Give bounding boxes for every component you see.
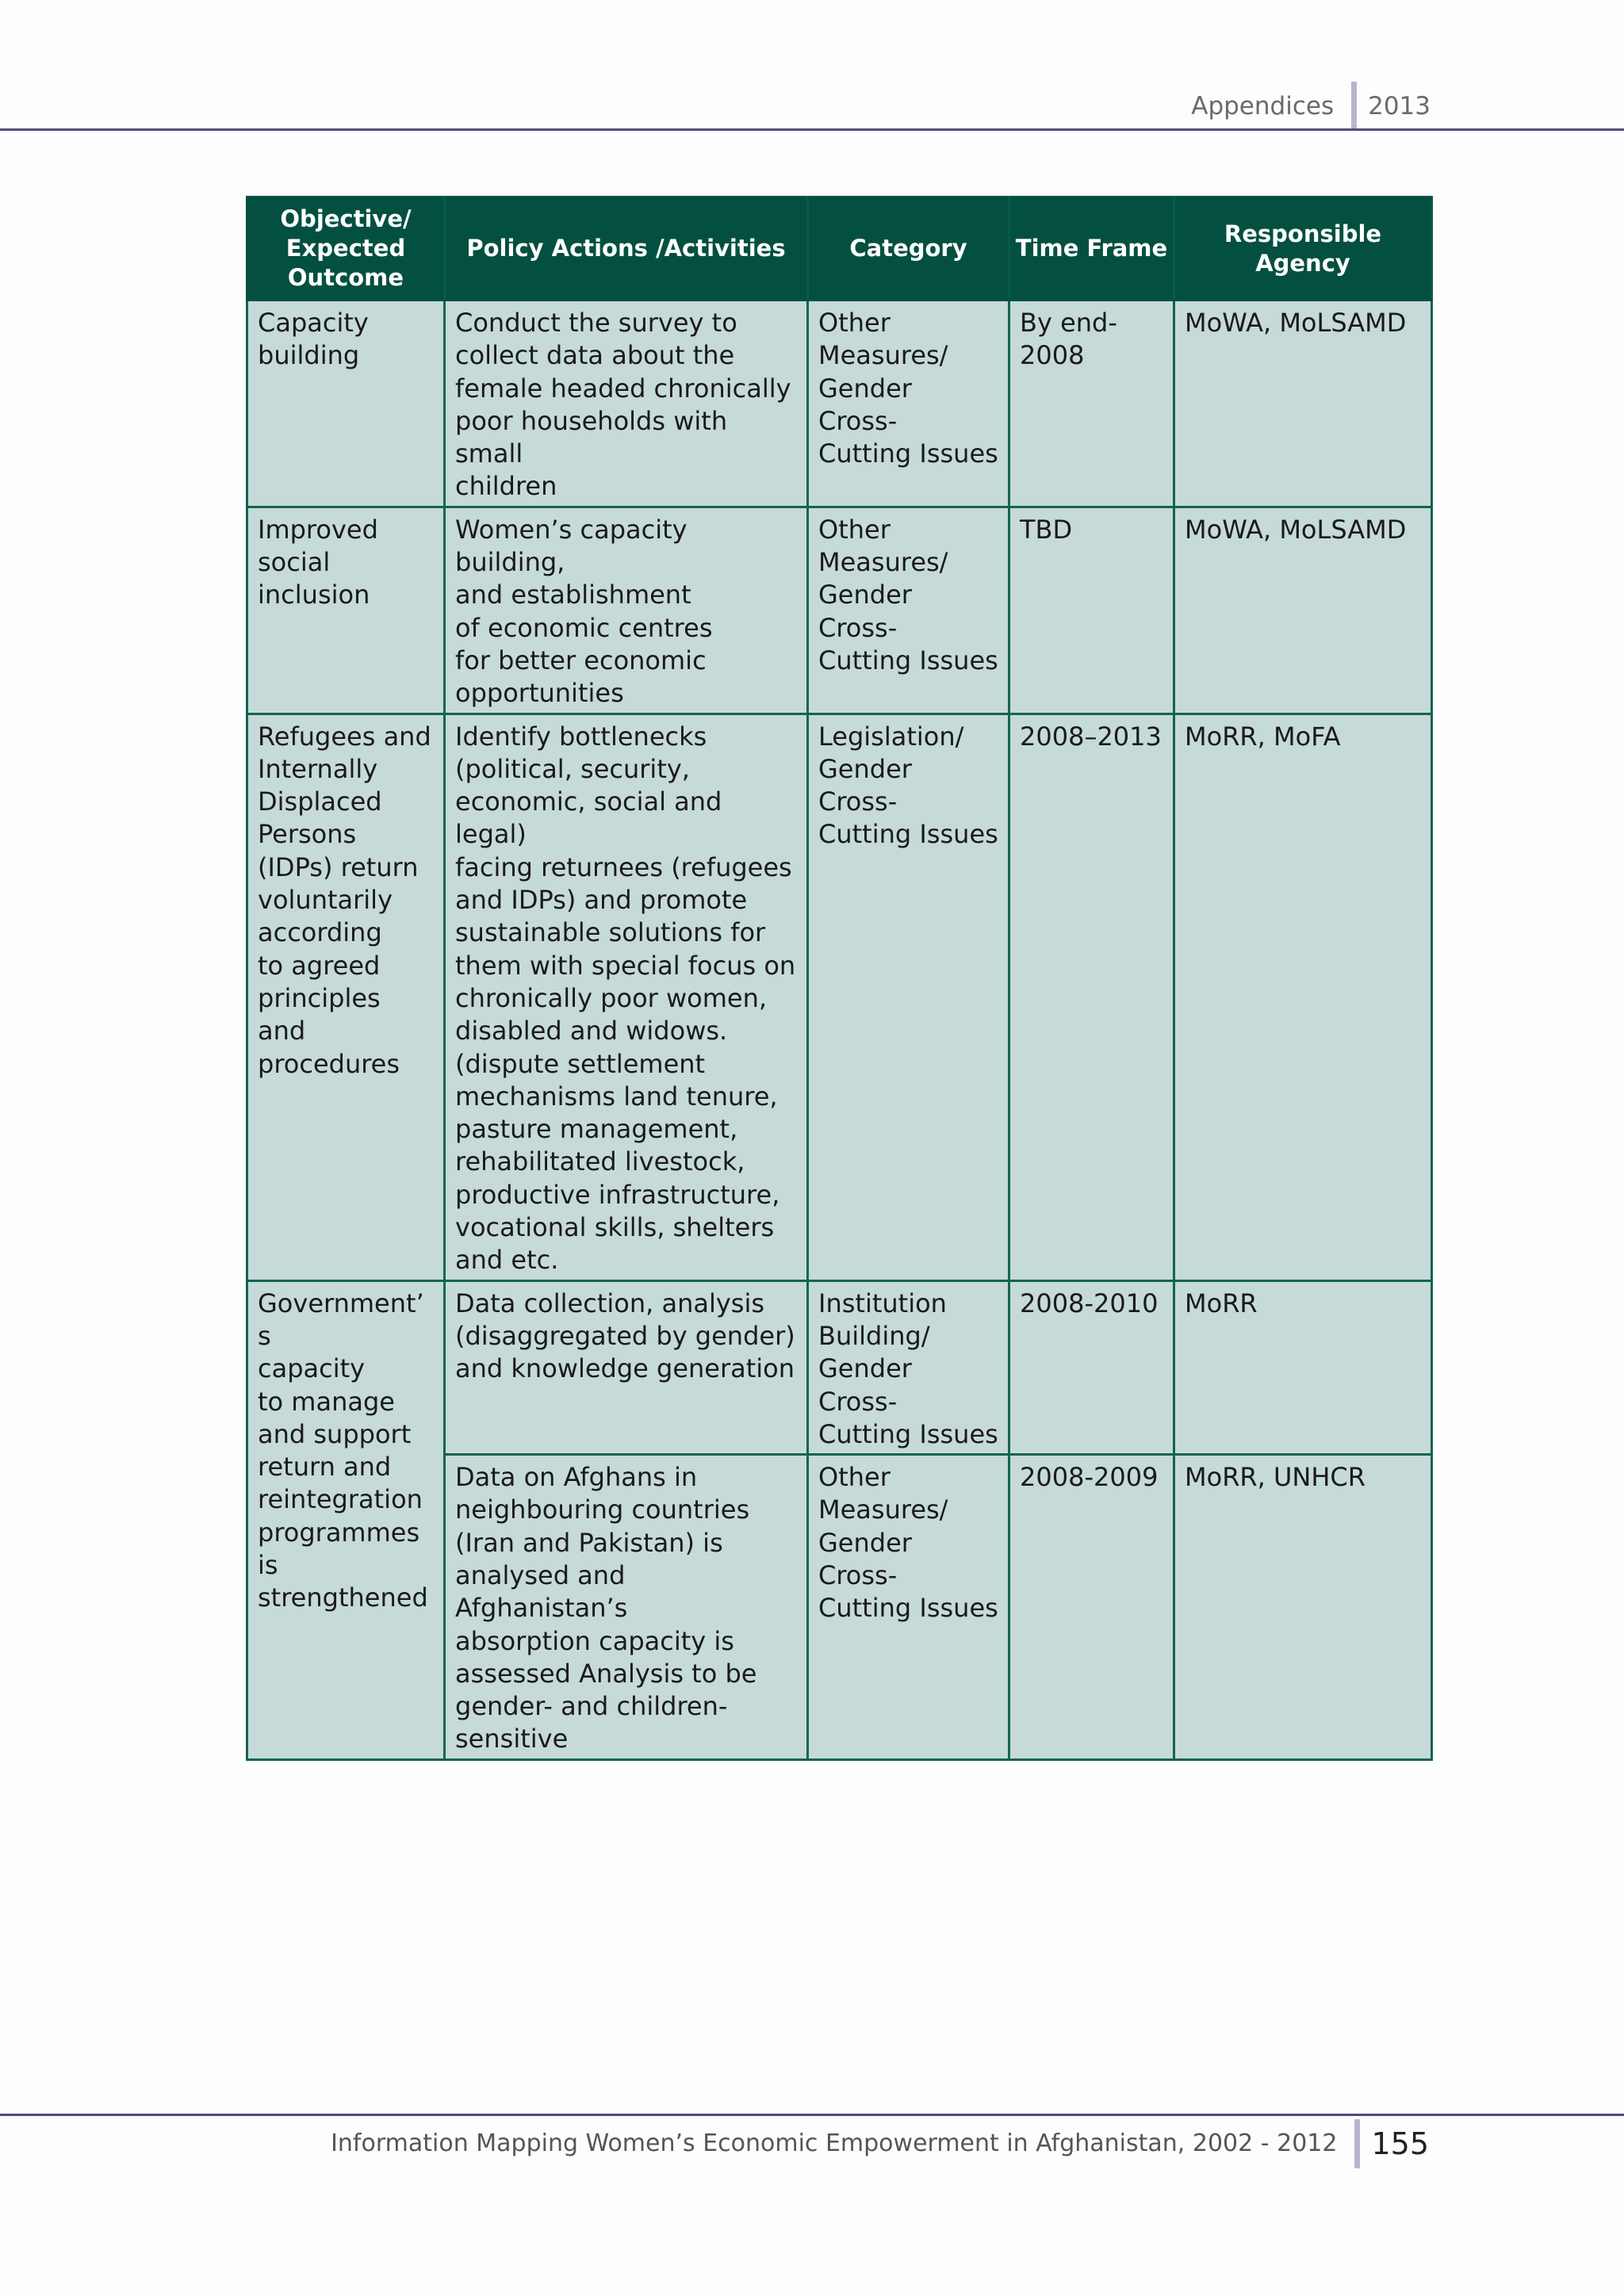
cell-time-frame: TBD: [1009, 507, 1174, 714]
cell-responsible-agency: MoRR, MoFA: [1174, 714, 1432, 1280]
footer-rule: [0, 2114, 1624, 2116]
table-row: [247, 714, 1432, 1280]
cell-objective: Government’s capacity to manage and support return and reintegration programmes is strengthened: [247, 1280, 445, 1759]
policy-actions-table: [246, 196, 1433, 1761]
table-header-row: [247, 197, 1432, 300]
cell-policy-action: Data on Afghans in neighbouring countries (Iran and Pakistan) is analysed and Afghanistan’s absorption capacity is assessed Analysis to be gender- and children- sensitive: [445, 1455, 808, 1760]
cell-time-frame: 2008-2010: [1009, 1280, 1174, 1454]
cell-objective: Improved social inclusion: [247, 507, 445, 714]
column-header-responsible-agency: Responsible Agency: [1174, 197, 1432, 300]
cell-time-frame: 2008-2009: [1009, 1455, 1174, 1760]
cell-policy-action: Women’s capacity building, and establishment of economic centres for better economic opportunities: [445, 507, 808, 714]
header-year: 2013: [1368, 91, 1431, 121]
cell-responsible-agency: MoRR: [1174, 1280, 1432, 1454]
cell-category: Other Measures/ Gender Cross- Cutting Issues: [808, 1455, 1009, 1760]
cell-category: Other Measures/ Gender Cross- Cutting Issues: [808, 507, 1009, 714]
page-number: 155: [1371, 2126, 1429, 2161]
table-row: [247, 1280, 1432, 1454]
cell-time-frame: 2008–2013: [1009, 714, 1174, 1280]
cell-objective: Refugees and Internally Displaced Persons (IDPs) return voluntarily according to agreed principles and procedures: [247, 714, 445, 1280]
table-row: [247, 300, 1432, 507]
cell-responsible-agency: MoRR, UNHCR: [1174, 1455, 1432, 1760]
column-header-time-frame: Time Frame: [1009, 197, 1174, 300]
header-divider-bar: [1351, 82, 1357, 131]
cell-policy-action: Conduct the survey to collect data about the female headed chronically poor households with small children: [445, 300, 808, 507]
cell-policy-action: Identify bottlenecks (political, security, economic, social and legal) facing returnees (refugees and IDPs) and promote sustainable solutions for them with special focus on chronically poor women, disabled and widows. (dispute settlement mechanisms land tenure, pasture management, rehabilitated livestock, productive infrastructure, vocational skills, shelters and etc.: [445, 714, 808, 1280]
running-footer: [331, 2118, 1429, 2169]
policy-actions-table-container: [246, 196, 1431, 1761]
running-header: [1191, 79, 1431, 133]
header-section-label: Appendices: [1191, 91, 1335, 121]
column-header-policy-actions: Policy Actions /Activities: [445, 197, 808, 300]
table-row: [247, 507, 1432, 714]
cell-time-frame: By end- 2008: [1009, 300, 1174, 507]
footer-publication-title: Information Mapping Women’s Economic Empowerment in Afghanistan, 2002 - 2012: [331, 2130, 1338, 2157]
column-header-objective: Objective/ Expected Outcome: [247, 197, 445, 300]
cell-category: Institution Building/ Gender Cross- Cutting Issues: [808, 1280, 1009, 1454]
cell-objective: Capacity building: [247, 300, 445, 507]
column-header-category: Category: [808, 197, 1009, 300]
cell-responsible-agency: MoWA, MoLSAMD: [1174, 300, 1432, 507]
footer-divider-bar: [1354, 2119, 1360, 2168]
header-rule: [0, 128, 1624, 131]
cell-category: Legislation/ Gender Cross- Cutting Issues: [808, 714, 1009, 1280]
cell-responsible-agency: MoWA, MoLSAMD: [1174, 507, 1432, 714]
cell-policy-action: Data collection, analysis (disaggregated by gender) and knowledge generation: [445, 1280, 808, 1454]
cell-category: Other Measures/ Gender Cross- Cutting Issues: [808, 300, 1009, 507]
